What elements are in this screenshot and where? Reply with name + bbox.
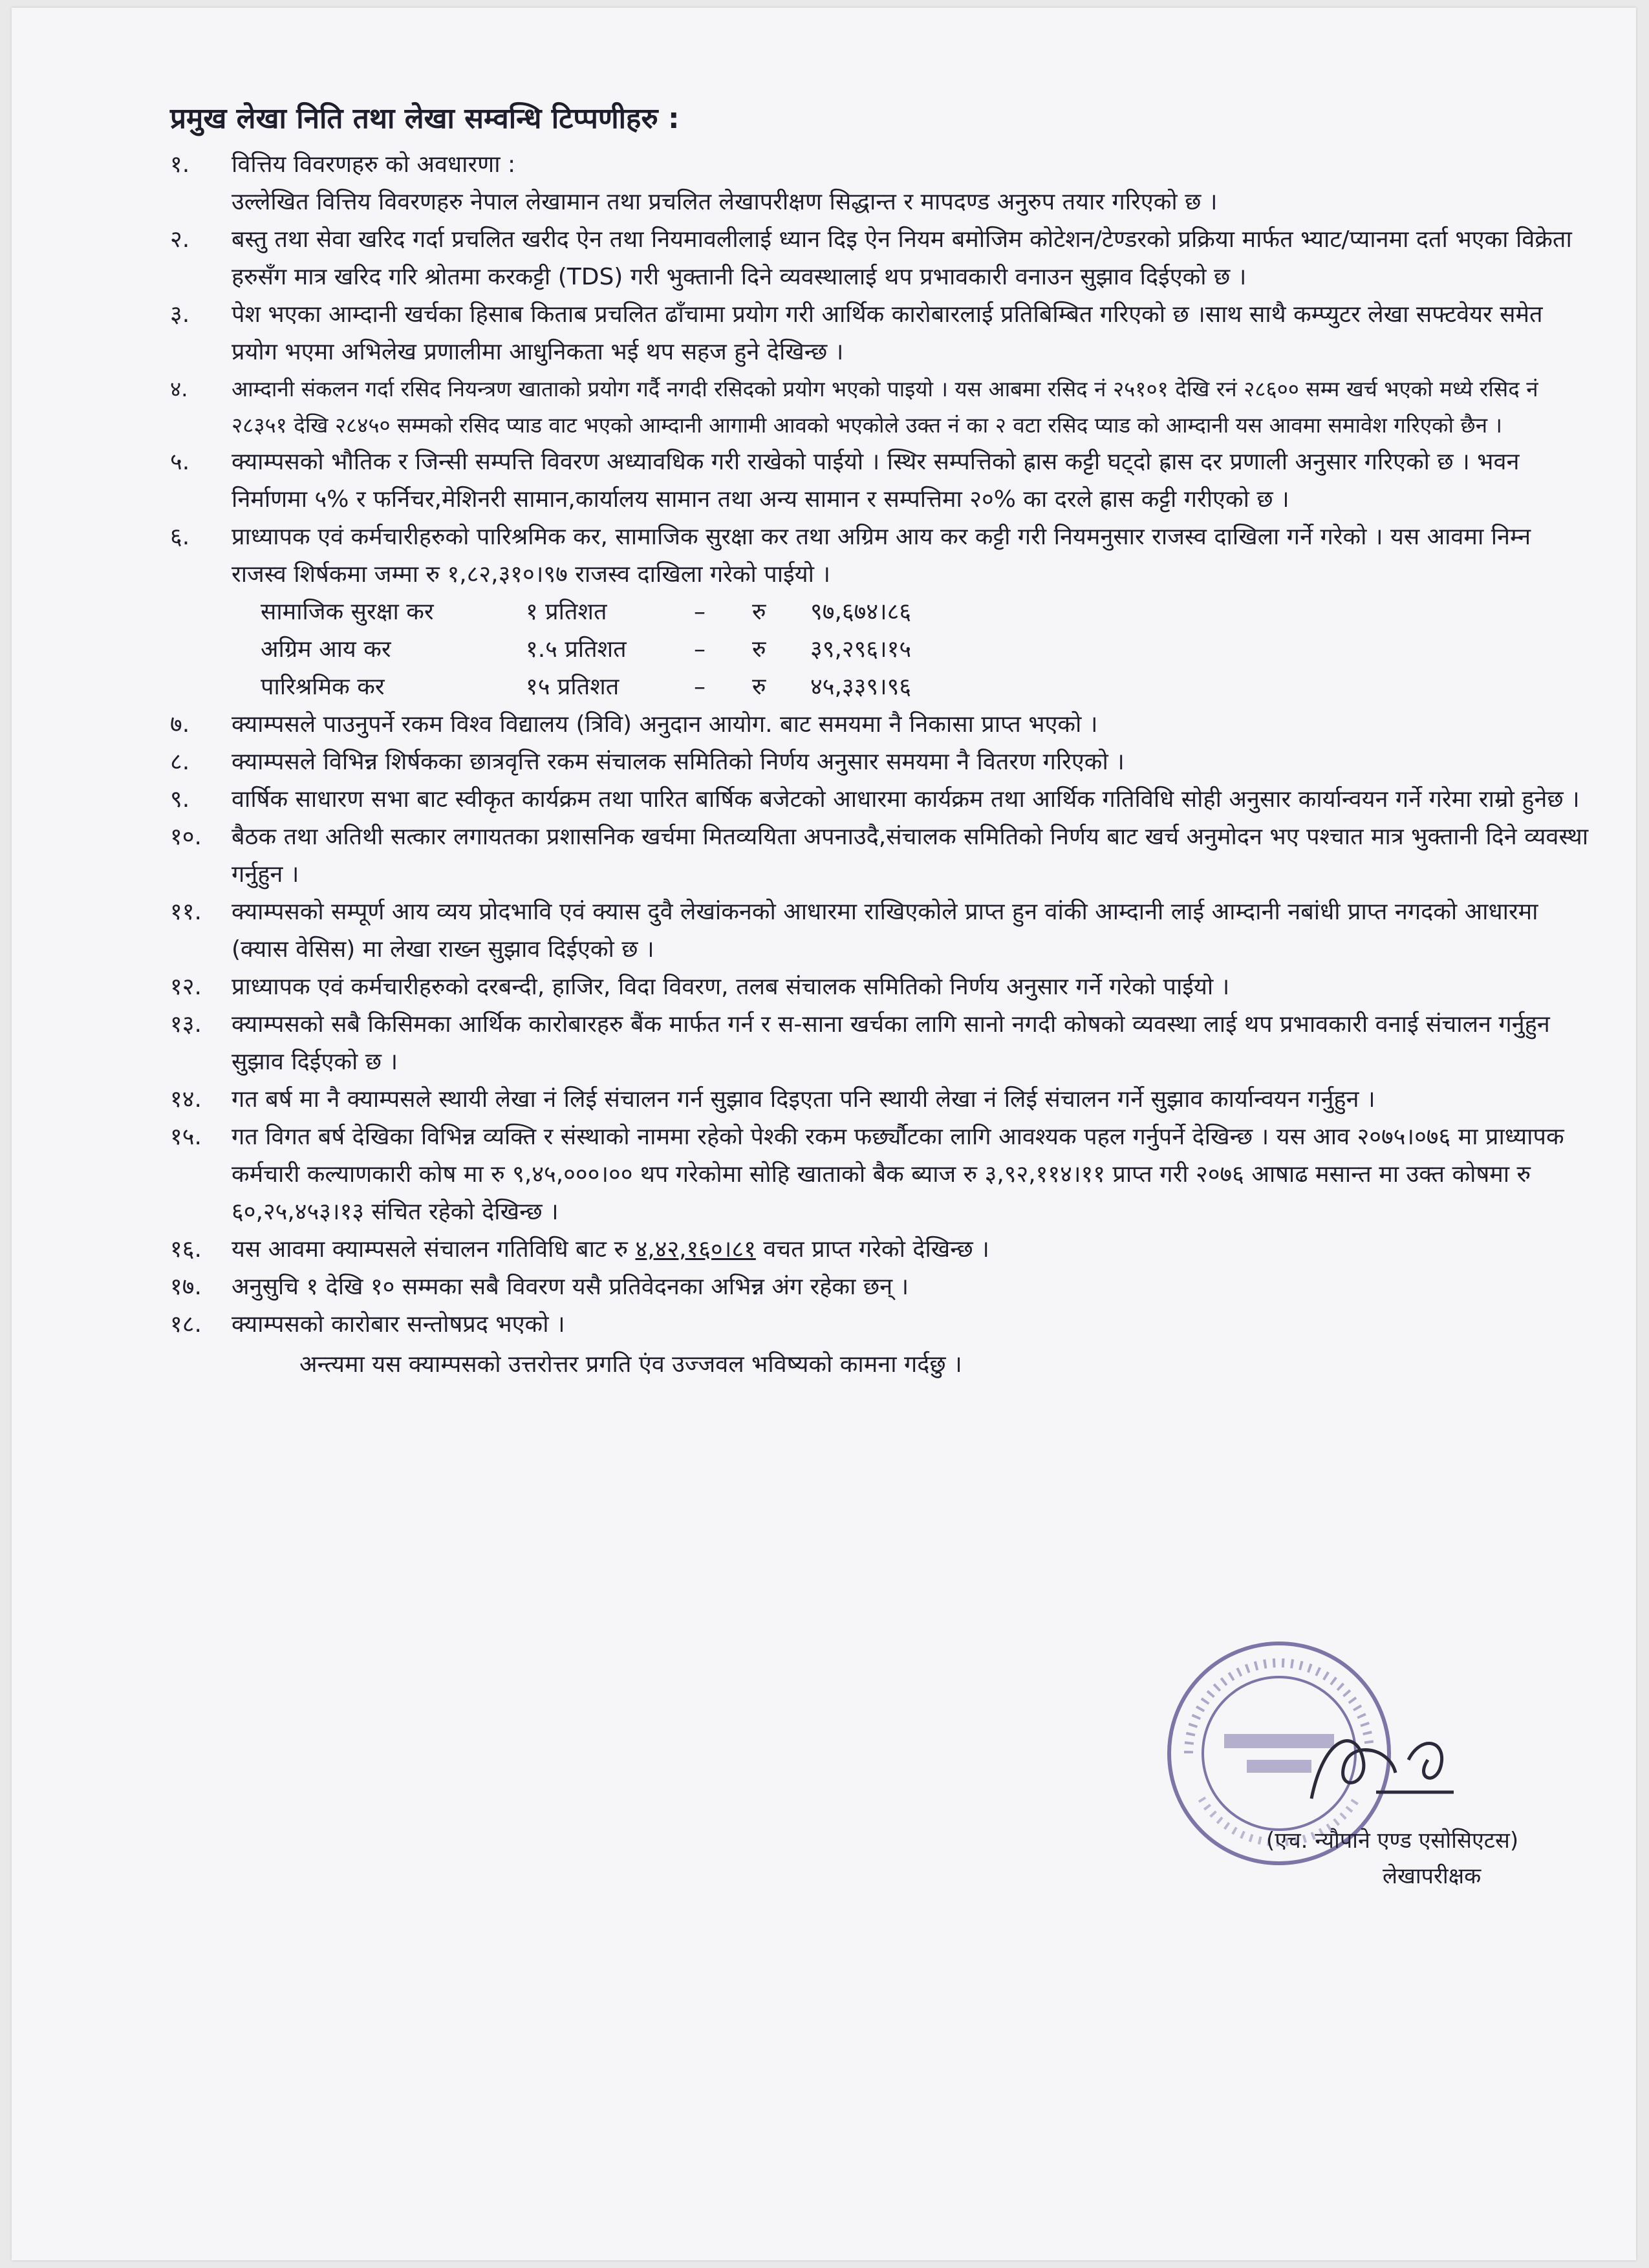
note-number: ८. xyxy=(170,749,190,775)
page-title: प्रमुख लेखा निति तथा लेखा सम्वन्धि टिप्पणीहरु : xyxy=(170,102,680,135)
note-text: क्याम्पसको सम्पूर्ण आय व्यय प्रोदभावि एवं क्यास दुवै लेखांकनको आधारमा राखिएकोले प्राप्त हुन वांकी आम्दानी लाई आम्दानी नबांधी प्राप्त नगदको आधारमा (क्यास वेसिस) मा लेखा राख्न सुझाव दिईएको छ । xyxy=(232,899,1538,963)
note-text: वचत प्राप्त गरेको देखिन्छ । xyxy=(755,1236,989,1263)
tax-row xyxy=(170,631,1593,669)
note-5 xyxy=(170,444,1593,519)
tax-currency: रु xyxy=(752,599,766,625)
note-text: वार्षिक साधारण सभा बाट स्वीकृत कार्यक्रम तथा पारित बार्षिक बजेटको आधारमा कार्यक्रम तथा आर्थिक गतिविधि सोही अनुसार कार्यान्वयन गर्ने गरेमा राम्रो हुनेछ । xyxy=(232,786,1580,813)
tax-amount: ३९,२९६।१५ xyxy=(810,636,912,663)
tax-rate: १.५ प्रतिशत xyxy=(526,636,627,663)
note-1 xyxy=(170,146,1593,221)
note-number: १७. xyxy=(170,1274,202,1300)
note-number: १६. xyxy=(170,1236,202,1263)
note-number: १८. xyxy=(170,1311,202,1338)
note-number: १५. xyxy=(170,1124,202,1150)
closing-remark: अन्त्यमा यस क्याम्पसको उत्तरोत्तर प्रगति एंव उज्जवल भविष्यको कामना गर्दछु । xyxy=(299,1351,962,1378)
tax-amount: ४५,३३९।९६ xyxy=(810,674,912,700)
tax-amount: ९७,६७४।८६ xyxy=(810,599,912,625)
note-14 xyxy=(170,1081,1593,1118)
note-10 xyxy=(170,818,1593,893)
note-text: आम्दानी संकलन गर्दा रसिद नियन्त्रण खाताको प्रयोग गर्दै नगदी रसिदको प्रयोग भएको पाइयो । यस आबमा रसिद नं २५१०१ देखि रनं २८६०० सम्म खर्च भएको मध्ये रसिद नं २८३५१ देखि २८४५० सम्मको रसिद प्याड वाट भएको आम्दानी आगामी आवको भएकोले उक्त नं का २ वटा रसिद प्याड को आम्दानी यस आवमा समावेश गरिएको छैन । xyxy=(232,376,1538,438)
tax-sep: – xyxy=(694,674,706,700)
note-text: वित्तिय विवरणहरु को अवधारणा : xyxy=(232,151,516,178)
note-8 xyxy=(170,744,1593,781)
note-17 xyxy=(170,1268,1593,1306)
note-number: १०. xyxy=(170,824,202,850)
note-text: पेश भएका आम्दानी खर्चका हिसाब किताब प्रचलित ढाँचामा प्रयोग गरी आर्थिक कारोबारलाई प्रतिबिम्बित गरिएको छ ।साथ साथै कम्प्युटर लेखा सफ्टवेयर समेत प्रयोग भएमा अभिलेख प्रणालीमा आधुनिकता भई थप सहज हुने देखिन्छ । xyxy=(232,301,1543,365)
note-number: ३. xyxy=(170,301,190,328)
tax-currency: रु xyxy=(752,674,766,700)
note-number: ९. xyxy=(170,786,190,813)
note-number: १. xyxy=(170,151,190,178)
note-text: प्राध्यापक एवं कर्मचारीहरुको दरबन्दी, हाजिर, विदा विवरण, तलब संचालक समितिको निर्णय अनुसार गर्ने गरेको पाईयो । xyxy=(232,974,1230,1000)
note-text: गत विगत बर्ष देखिका विभिन्न व्यक्ति र संस्थाको नाममा रहेको पेश्की रकम फर्छ्यौटका लागि आवश्यक पहल गर्नुपर्ने देखिन्छ । यस आव २०७५।०७६ मा प्राध्यापक कर्मचारी कल्याणकारी कोष मा रु ९,४५,०००।०० थप गरेकोमा सोहि खाताको बैक ब्याज रु ३,९२,११४।११ प्राप्त गरी २०७६ आषाढ मसान्त मा उक्त कोषमा रु ६०,२५,४५३।१३ संचित रहेको देखिन्छ । xyxy=(232,1124,1564,1225)
note-number: १३. xyxy=(170,1011,202,1038)
note-number: ४. xyxy=(170,376,188,401)
note-number: १२. xyxy=(170,974,202,1000)
tax-rate: १५ प्रतिशत xyxy=(526,674,620,700)
note-3 xyxy=(170,296,1593,371)
note-text: बस्तु तथा सेवा खरिद गर्दा प्रचलित खरीद ऐन तथा नियमावलीलाई ध्यान दिइ ऐन नियम बमोजिम कोटेशन/टेण्डरको प्रक्रिया मार्फत भ्याट/प्यानमा दर्ता भएका विक्रेता हरुसँग मात्र खरिद गरि श्रोतमा करकट्टी (TDS) गरी भुक्तानी दिने व्यवस्थालाई थप प्रभावकारी वनाउन सुझाव दिईएको छ । xyxy=(232,226,1572,290)
note-4 xyxy=(170,371,1593,444)
note-text: अनुसुचि १ देखि १० सम्मका सबै विवरण यसै प्रतिवेदनका अभिन्न अंग रहेका छन् । xyxy=(232,1274,909,1300)
tax-sep: – xyxy=(694,636,706,663)
tax-currency: रु xyxy=(752,636,766,663)
tax-name: अग्रिम आय कर xyxy=(261,636,391,663)
note-number: ५. xyxy=(170,449,190,475)
note-text: क्याम्पसको कारोबार सन्तोषप्रद भएको । xyxy=(232,1311,565,1338)
note-text: क्याम्पसले पाउनुपर्ने रकम विश्व विद्यालय (त्रिवि) अनुदान आयोग. बाट समयमा नै निकासा प्राप्त भएको । xyxy=(232,711,1098,738)
note-text: क्याम्पसको सबै किसिमका आर्थिक कारोबारहरु बैंक मार्फत गर्न र स-साना खर्चका लागि सानो नगदी कोषको व्यवस्था लाई थप प्रभावकारी वनाई संचालन गर्नुहुन सुझाव दिईएको छ । xyxy=(232,1011,1550,1075)
note-text: उल्लेखित वित्तिय विवरणहरु नेपाल लेखामान तथा प्रचलित लेखापरीक्षण सिद्धान्त र मापदण्ड अनुरुप तयार गरिएको छ । xyxy=(232,189,1218,215)
note-number: ६. xyxy=(170,524,190,550)
tax-rate: १ प्रतिशत xyxy=(526,599,607,625)
signature-scribble-icon xyxy=(1299,1721,1467,1812)
note-15 xyxy=(170,1118,1593,1231)
note-text: यस आवमा क्याम्पसले संचालन गतिविधि बाट रु xyxy=(232,1236,636,1263)
auditor-role: लेखापरीक्षक xyxy=(1383,1863,1482,1889)
note-2 xyxy=(170,221,1593,296)
note-number: ७. xyxy=(170,711,190,738)
signature-block xyxy=(1150,1637,1641,1921)
tax-name: सामाजिक सुरक्षा कर xyxy=(261,599,434,625)
note-text: प्राध्यापक एवं कर्मचारीहरुको पारिश्रमिक कर, सामाजिक सुरक्षा कर तथा अग्रिम आय कर कट्टी गरी नियमनुसार राजस्व दाखिला गर्ने गरेको । यस आवमा निम्न राजस्व शिर्षकमा जम्मा रु १,८२,३१०।९७ राजस्व दाखिला गरेको पाईयो । xyxy=(232,524,1531,588)
notes-document xyxy=(170,98,1593,1384)
note-6 xyxy=(170,519,1593,594)
tax-sep: – xyxy=(694,599,706,625)
auditor-firm-name: (एच. न्यौपाने एण्ड एसोसिएटस) xyxy=(1266,1828,1519,1854)
tax-row xyxy=(170,669,1593,706)
note-7 xyxy=(170,706,1593,744)
note-text: बैठक तथा अतिथी सत्कार लगायतका प्रशासनिक खर्चमा मितव्ययिता अपनाउदै,संचालक समितिको निर्णय बाट खर्च अनुमोदन भए पश्चात मात्र भुक्तानी दिने व्यवस्था गर्नुहुन । xyxy=(232,824,1589,888)
tax-table xyxy=(170,594,1593,706)
tax-row xyxy=(170,594,1593,631)
note-18 xyxy=(170,1306,1593,1343)
note-number: १४. xyxy=(170,1086,202,1113)
note-11 xyxy=(170,893,1593,968)
note-number: २. xyxy=(170,226,190,253)
note-text: क्याम्पसले विभिन्न शिर्षकका छात्रवृत्ति रकम संचालक समितिको निर्णय अनुसार समयमा नै वितरण गरिएको । xyxy=(232,749,1125,775)
savings-amount: ४,४२,१६०।८१ xyxy=(635,1236,756,1263)
note-number: ११. xyxy=(170,899,202,925)
tax-name: पारिश्रमिक कर xyxy=(261,674,385,700)
document-page xyxy=(12,8,1636,2260)
note-9 xyxy=(170,781,1593,818)
note-text: गत बर्ष मा नै क्याम्पसले स्थायी लेखा नं लिई संचालन गर्न सुझाव दिइएता पनि स्थायी लेखा नं लिई संचालन गर्ने सुझाव कार्यान्वयन गर्नुहुन । xyxy=(232,1086,1375,1113)
note-13 xyxy=(170,1006,1593,1081)
note-16 xyxy=(170,1231,1593,1268)
note-text: क्याम्पसको भौतिक र जिन्सी सम्पत्ति विवरण अध्यावधिक गरी राखेको पाईयो । स्थिर सम्पत्तिको ह्रास कट्टी घट्दो ह्रास दर प्रणाली अनुसार गरिएको छ । भवन निर्माणमा ५% र फर्निचर,मेशिनरी सामान,कार्यालय सामान तथा अन्य सामान र सम्पत्तिमा २०% का दरले ह्रास कट्टी गरीएको छ । xyxy=(232,449,1520,513)
note-12 xyxy=(170,968,1593,1006)
